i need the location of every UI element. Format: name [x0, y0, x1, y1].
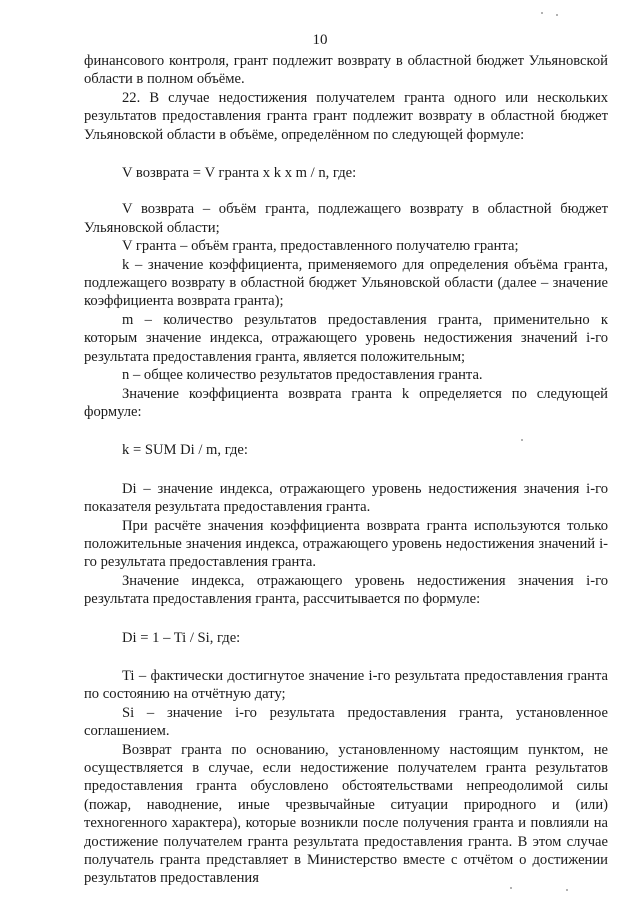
scan-speck	[541, 12, 543, 14]
definition-si: Si – значение i-го результата предоставления гранта, установленное соглашением.	[84, 704, 608, 740]
definition-v-return: V возврата – объём гранта, подлежащего возврату в областной бюджет Ульяновской области;	[84, 201, 608, 236]
document-body	[84, 52, 608, 888]
scan-speck	[566, 889, 568, 891]
formula-di: Di = 1 – Ti / Si, где:	[122, 629, 241, 646]
formula-k: k = SUM Di / m, где:	[122, 442, 248, 459]
scan-speck	[556, 14, 558, 16]
paragraph-k-formula-intro: Значение коэффициента возврата гранта k определяется по следующей формуле:	[84, 385, 608, 420]
paragraph-clause-22: 22. В случае недостижения получателем гранта одного или нескольких результатов предоставления гранта грант подлежит возврату в областной бюджет Ульяновской области в объёме, определённом по следующей формуле:	[84, 89, 608, 143]
paragraph-positive-values: При расчёте значения коэффициента возврата гранта используются только положительные значения индекса, отражающего уровень недостижения значений i-го результата предоставления гранта.	[84, 517, 608, 571]
scan-speck	[521, 439, 523, 441]
formula-v-return: V возврата = V гранта x k x m / n, где:	[122, 165, 357, 182]
definition-m: m – количество результатов предоставления гранта, применительно к которым значение индекса, отражающего уровень недостижения значений i-го результата предоставления гранта, является положительным;	[84, 311, 608, 365]
definition-n: n – общее количество результатов предоставления гранта.	[122, 367, 483, 384]
definition-di: Di – значение индекса, отражающего уровень недостижения значения i-го показателя результата предоставления гранта.	[84, 480, 608, 516]
paragraph-force-majeure: Возврат гранта по основанию, установленному настоящим пунктом, не осуществляется в случае, если недостижение получателем гранта результатов предоставления гранта обусловлено обстоятельствами непреодолимой силы (пожар, наводнение, иные чрезвычайные ситуации природного и (или) техногенного характера), которые возникли после получения гранта и повлияли на достижение получателем гранта результата предоставления гранта. В этом случае получатель гранта представляет в Министерство вместе с отчётом о достижении результатов предоставления	[84, 741, 608, 887]
paragraph-continuation: финансового контроля, грант подлежит возврату в областной бюджет Ульяновской области в полном объёме.	[84, 53, 608, 88]
definition-v-grant: V гранта – объём гранта, предоставленного получателю гранта;	[122, 238, 519, 255]
definition-ti: Ti – фактически достигнутое значение i-го результата предоставления гранта по состоянию на отчётную дату;	[84, 667, 608, 703]
page-number: 10	[312, 32, 328, 48]
paragraph-di-formula-intro: Значение индекса, отражающего уровень недостижения значения i-го результата предоставления гранта, рассчитывается по формуле:	[84, 572, 608, 608]
scan-speck	[510, 887, 512, 889]
definition-k: k – значение коэффициента, применяемого для определения объёма гранта, подлежащего возврату в областной бюджет Ульяновской области (далее – значение коэффициента возврата гранта);	[84, 256, 608, 310]
